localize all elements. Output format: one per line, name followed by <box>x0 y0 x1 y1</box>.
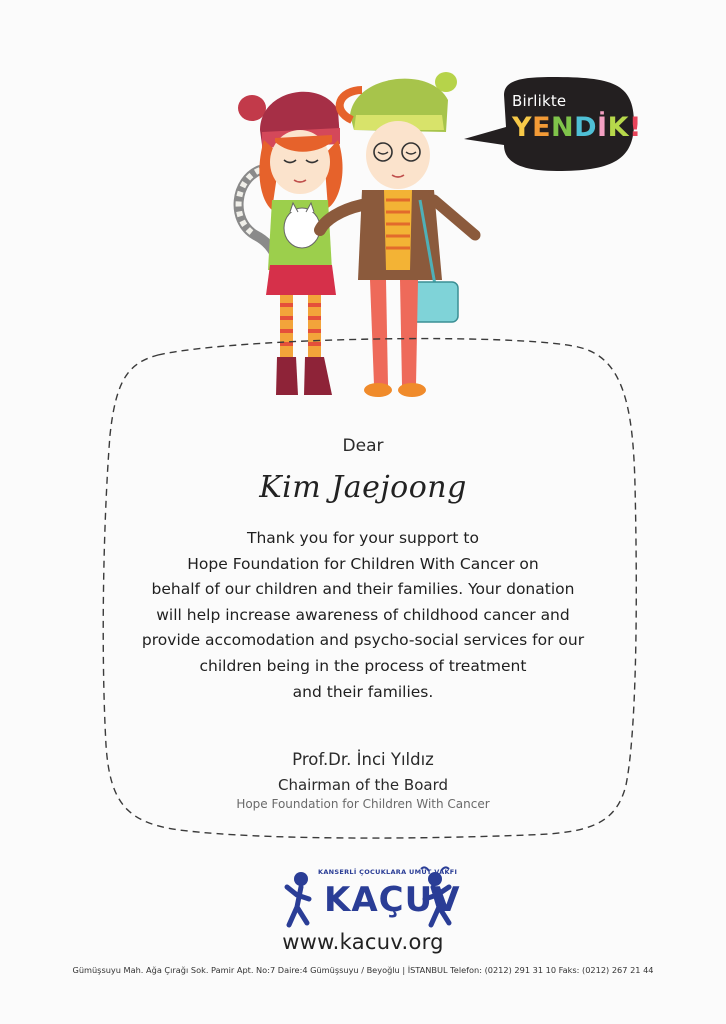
badge-letter: D <box>574 112 598 143</box>
logo-tagline: KANSERLİ ÇOCUKLARA UMUT VAKFI <box>318 868 458 876</box>
signatory-name: Prof.Dr. İnci Yıldız <box>292 750 434 769</box>
body-line: will help increase awareness of childhood cancer and <box>156 605 570 624</box>
body-line: children being in the process of treatment <box>199 656 527 675</box>
footer-address: Gümüşsuyu Mah. Ağa Çırağı Sok. Pamir Apt. No:7 Daire:4 Gümüşsuyu / Beyoğlu | İSTANBUL Telefon: (0212) 291 31 10 Faks: (0212) 267 21 44 <box>72 965 654 975</box>
letter-body <box>110 526 616 705</box>
badge-letter: K <box>607 112 630 143</box>
signatory-organization: Hope Foundation for Children With Cancer <box>236 797 490 811</box>
recipient-name: Kim Jaejoong <box>259 470 467 505</box>
badge-letter: N <box>551 112 575 143</box>
signatory-title: Chairman of the Board <box>277 776 449 794</box>
salutation: Dear <box>342 436 384 456</box>
body-line: Thank you for your support to <box>247 529 479 547</box>
badge-line-1: Birlikte <box>512 92 567 110</box>
logo-wordmark: KAÇUV <box>324 880 461 920</box>
body-line: and their families. <box>292 682 434 701</box>
body-line: behalf of our children and their families. Your donation <box>151 580 575 599</box>
body-line: Hope Foundation for Children With Cancer on <box>187 554 539 573</box>
body-line: provide accomodation and psycho-social services for our <box>141 631 585 650</box>
badge-line-2 <box>512 112 642 143</box>
badge-letter: ! <box>629 112 642 143</box>
badge-letter: E <box>532 112 552 143</box>
badge-letter: Y <box>512 112 533 143</box>
website-link[interactable]: www.kacuv.org <box>282 930 444 954</box>
badge-letter: İ <box>597 112 608 143</box>
